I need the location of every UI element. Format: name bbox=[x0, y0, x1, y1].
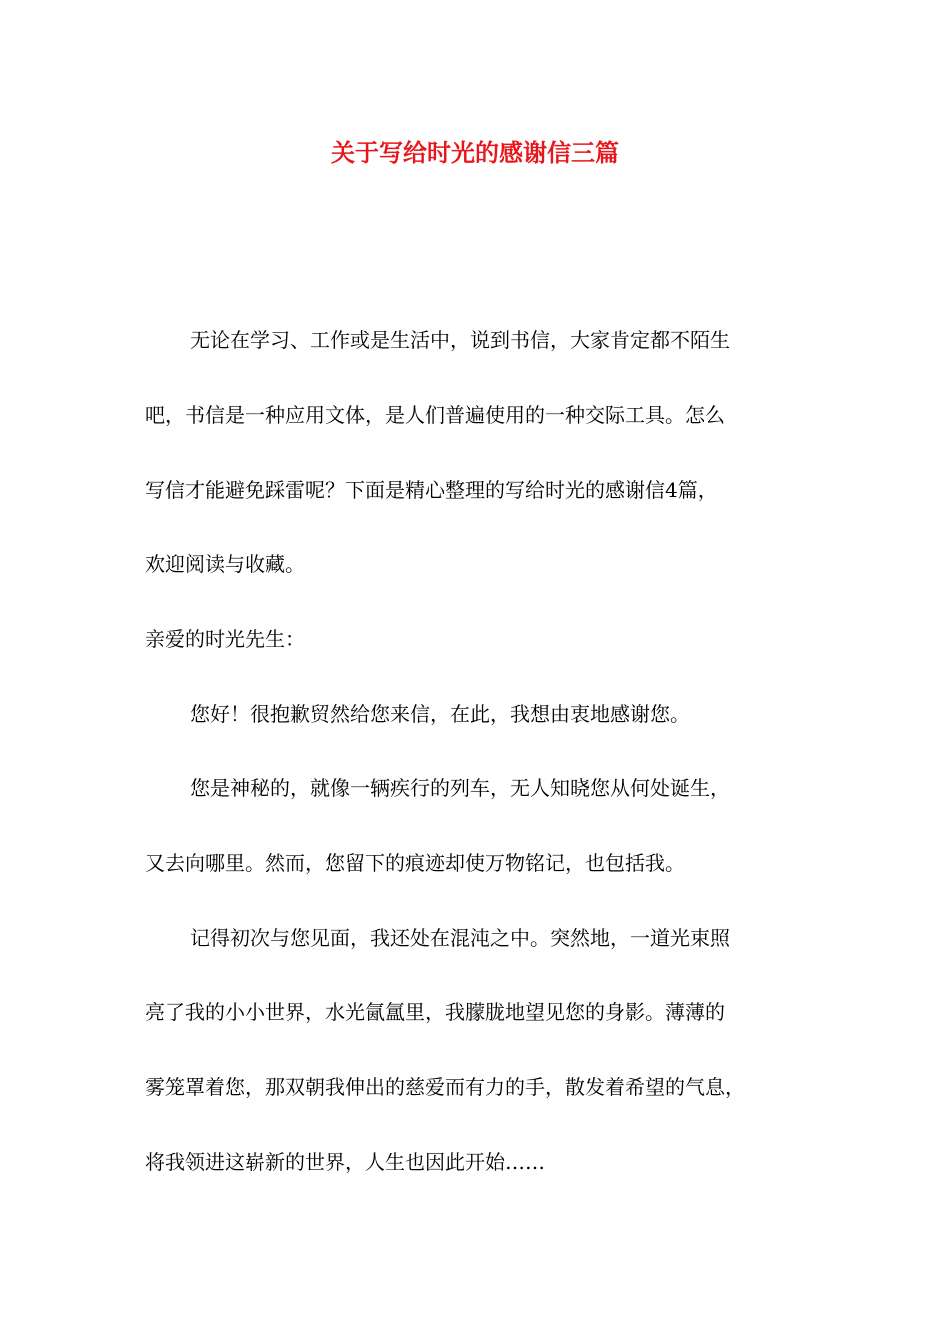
text-line: 您是神秘的，就像一辆疾行的列车，无人知晓您从何处诞生， bbox=[190, 776, 730, 800]
text-line: 您好！很抱歉贸然给您来信，在此，我想由衷地感谢您。 bbox=[190, 702, 690, 726]
text-line: 雾笼罩着您，那双朝我伸出的慈爱而有力的手，散发着希望的气息， bbox=[145, 1075, 745, 1099]
text-line: 吧，书信是一种应用文体，是人们普遍使用的一种交际工具。怎么 bbox=[145, 403, 725, 427]
text-line: 将我领进这崭新的世界，人生也因此开始…… bbox=[145, 1150, 545, 1174]
text-line: 又去向哪里。然而，您留下的痕迹却使万物铭记，也包括我。 bbox=[145, 851, 685, 875]
text-line: 记得初次与您见面，我还处在混沌之中。突然地，一道光束照 bbox=[190, 926, 730, 950]
text-line: 亮了我的小小世界，水光氤氲里，我朦胧地望见您的身影。薄薄的 bbox=[145, 1000, 725, 1024]
document-title: 关于写给时光的感谢信三篇 bbox=[331, 138, 619, 167]
salutation: 亲爱的时光先生： bbox=[145, 627, 305, 651]
text-line: 欢迎阅读与收藏。 bbox=[145, 552, 305, 576]
text-line: 写信才能避免踩雷呢？下面是精心整理的写给时光的感谢信4篇， bbox=[145, 478, 718, 502]
text-line: 无论在学习、工作或是生活中，说到书信，大家肯定都不陌生 bbox=[190, 328, 730, 352]
